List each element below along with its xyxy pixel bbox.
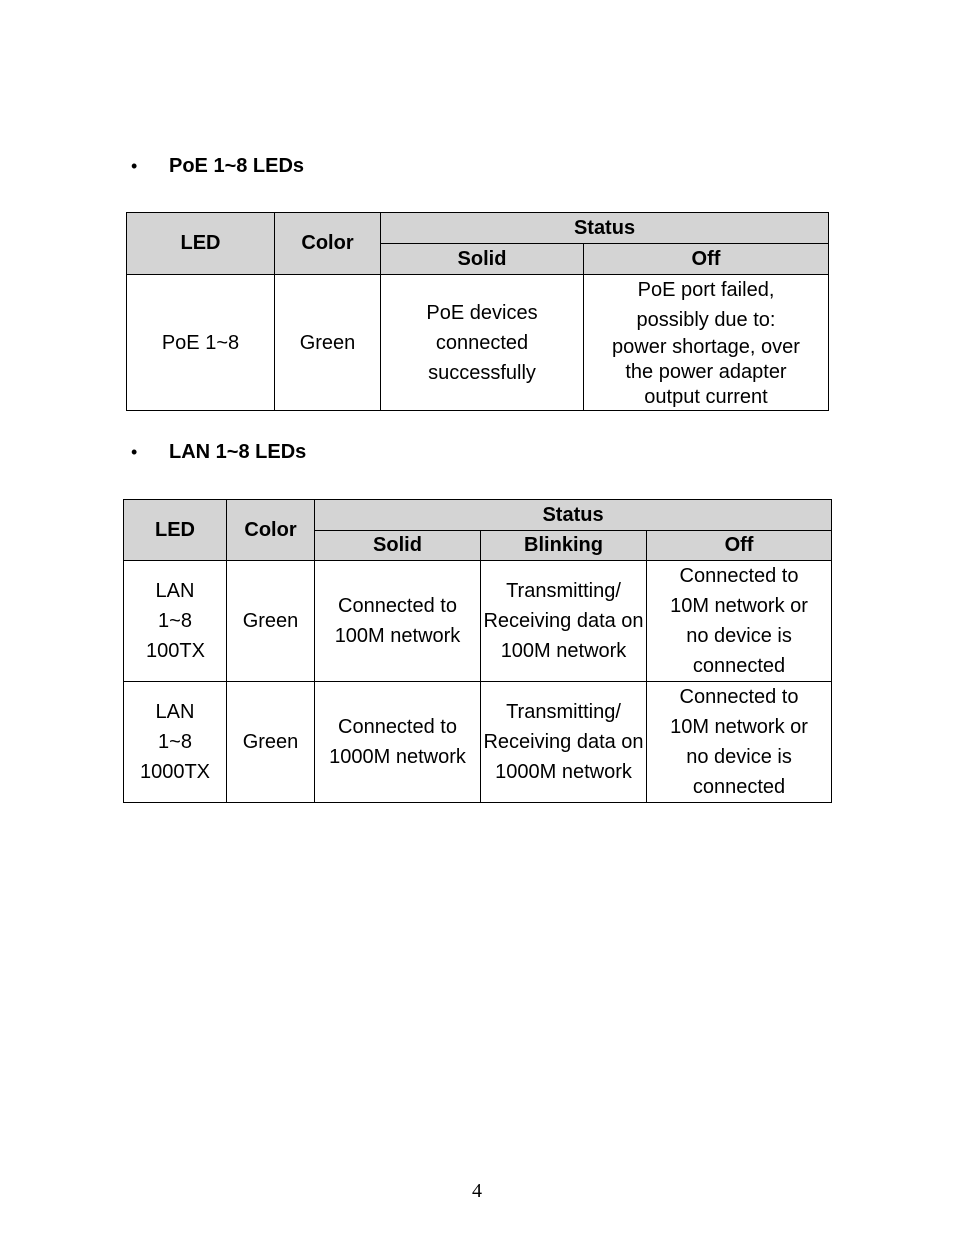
poe-header-status: Status: [381, 213, 829, 244]
lan-heading-text: LAN 1~8 LEDs: [169, 441, 307, 463]
lan-row-2-solid: Connected to 1000M network: [315, 682, 481, 803]
poe-header-solid: Solid: [381, 244, 584, 275]
lan-header-blinking: Blinking: [481, 531, 647, 561]
lan-row-2-led: LAN 1~8 1000TX: [124, 682, 227, 803]
lan-row-1-blinking: Transmitting/ Receiving data on 100M network: [481, 561, 647, 682]
poe-header-color: Color: [275, 213, 381, 275]
lan-header-status: Status: [315, 500, 832, 531]
poe-row-led: PoE 1~8: [127, 275, 275, 411]
bullet-icon: •: [131, 442, 138, 462]
poe-heading-text: PoE 1~8 LEDs: [169, 155, 305, 177]
poe-off-line-3: power shortage, over the power adapter output current: [612, 336, 800, 408]
lan-row-1-led: LAN 1~8 100TX: [124, 561, 227, 682]
table-row: [124, 682, 832, 803]
poe-off-line-2: possibly due to:: [636, 309, 776, 331]
lan-row-1-solid: Connected to 100M network: [315, 561, 481, 682]
bullet-icon: •: [131, 156, 138, 176]
poe-header-led: LED: [127, 213, 275, 275]
poe-led-table: [126, 212, 829, 411]
poe-row-solid: PoE devices connected successfully: [381, 275, 584, 411]
lan-header-off: Off: [647, 531, 832, 561]
page-number: 4: [472, 1180, 482, 1202]
lan-row-2-blinking: Transmitting/ Receiving data on 1000M network: [481, 682, 647, 803]
lan-row-1-color: Green: [227, 561, 315, 682]
lan-header-color: Color: [227, 500, 315, 561]
poe-off-line-1: PoE port failed,: [637, 279, 775, 301]
table-row: [124, 561, 832, 682]
lan-row-2-color: Green: [227, 682, 315, 803]
lan-row-1-off: Connected to 10M network or no device is connected: [647, 561, 832, 682]
poe-row-off: [584, 275, 829, 411]
lan-row-2-off: Connected to 10M network or no device is connected: [647, 682, 832, 803]
lan-section-heading: [131, 440, 307, 464]
lan-led-table: [123, 499, 832, 803]
lan-header-solid: Solid: [315, 531, 481, 561]
poe-row-color: Green: [275, 275, 381, 411]
poe-section-heading: [131, 154, 305, 178]
poe-header-off: Off: [584, 244, 829, 275]
lan-header-led: LED: [124, 500, 227, 561]
